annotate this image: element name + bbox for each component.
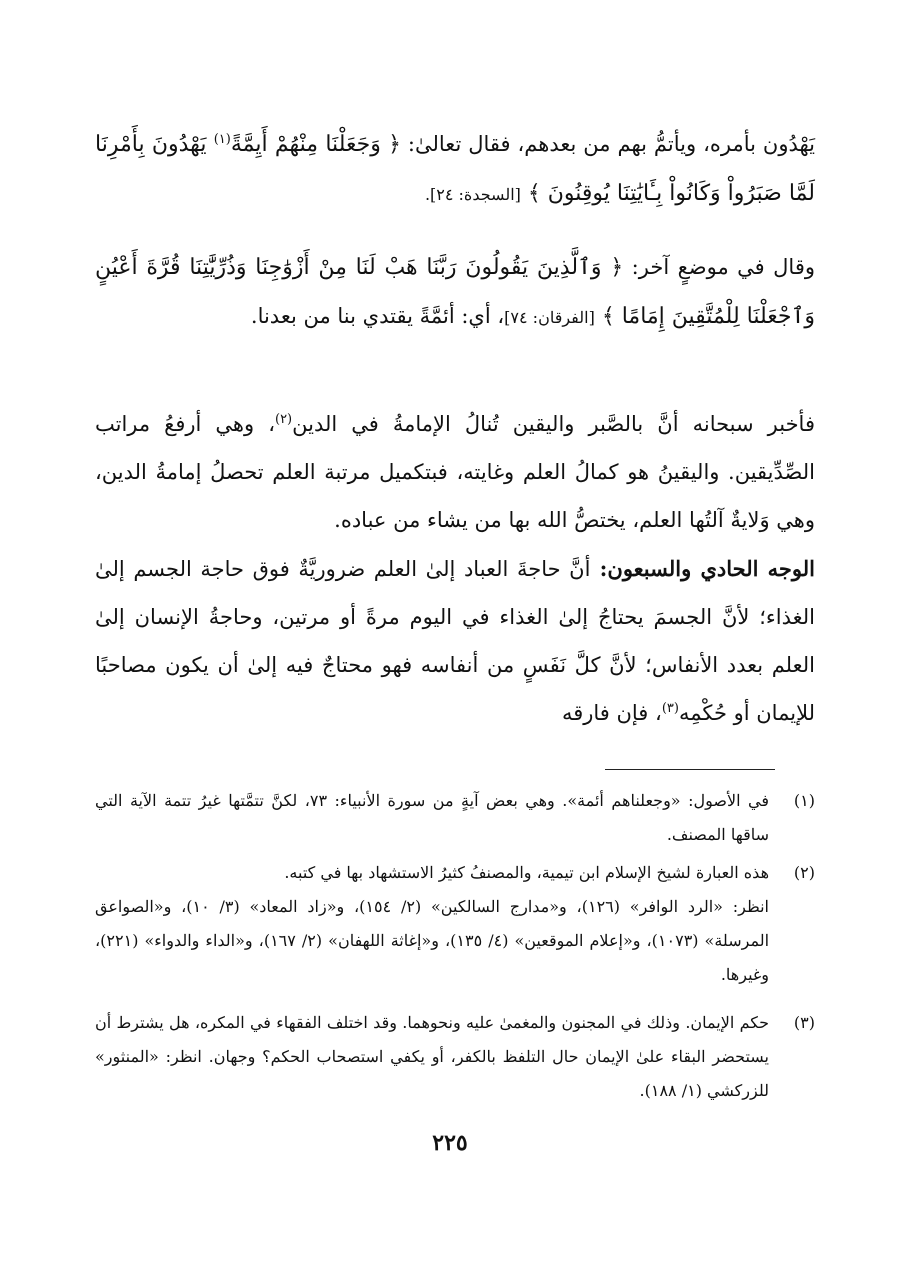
paragraph-1-intro: يَهْدُون بأمره، ويأتمُّ بهم من بعدهم، فقال تعالىٰ: — [400, 132, 816, 156]
footnote-1-marker: (١) — [793, 791, 815, 810]
citation-sajdah: [السجدة: ٢٤]. — [424, 185, 521, 204]
paragraph-1-text — [95, 120, 815, 219]
paragraph-4 — [95, 545, 815, 737]
footnote-3-text: حكم الإيمان. وذلك في المجنون والمغمىٰ عليه ونحوهما. وقد اختلف الفقهاء في المكره، هل يشترط أن يستحضر البقاء علىٰ الإيمان حال التلفظ بالكفر، أو يكفي استصحاب الحكم؟ وجهان. انظر: «المنثور» للزركشي (١/ ١٨٨). — [95, 1013, 769, 1100]
paragraph-2-rest: ، أي: أئمَّةً يقتدي بنا من بعدنا. — [250, 304, 505, 328]
citation-furqan: [الفرقان: ٧٤] — [504, 308, 595, 327]
footnote-1-text: في الأصول: «وجعلناهم أئمة». وهي بعض آيةٍ من سورة الأنبياء: ٧٣، لكنَّ تتمَّتها غيرُ تتمة الآية التي ساقها المصنف. — [95, 791, 769, 844]
footnote-2-text: هذه العبارة لشيخ الإسلام ابن تيمية، والمصنفُ كثيرُ الاستشهاد بها في كتبه. — [284, 863, 769, 882]
footnote-2-marker: (٢) — [793, 863, 815, 882]
paragraph-2-text — [95, 243, 815, 342]
paragraph-4-text — [95, 545, 815, 737]
paragraph-4-rest: ، فإن فارقه — [561, 701, 662, 725]
footnote-3 — [95, 1006, 815, 1108]
footnote-ref-1: (١) — [213, 132, 231, 147]
paragraph-2-intro: وقال في موضعٍ آخر: — [623, 255, 815, 279]
paragraph-3 — [95, 400, 815, 544]
paragraph-1 — [95, 120, 815, 219]
footnote-2 — [95, 856, 815, 992]
footnote-ref-3: (٣) — [661, 701, 679, 716]
quran-verse-furqan: ﴿ وَٱلَّذِينَ يَقُولُونَ رَبَّنَا هَبْ لَنَا مِنْ أَزْوَٰجِنَا وَذُرِّيَّٰتِنَا قُرَّةَ أَعْيُنٍ وَٱجْعَلْنَا لِلْمُتَّقِينَ إِمَامًا ﴾ — [95, 255, 815, 329]
paragraph-3-intro: فأخبر سبحانه أنَّ بالصَّبر واليقين تُنالُ الإمامةُ في الدين — [292, 412, 815, 436]
paragraph-3-text — [95, 400, 815, 544]
footnote-3-marker: (٣) — [793, 1013, 815, 1032]
footnote-ref-2: (٢) — [274, 412, 293, 427]
paragraph-3-rest: ، وهي أرفعُ مراتب الصِّدِّيقين. واليقينُ هو كمالُ العلم وغايته، فبتكميل مرتبة العلم تحصلُ إمامةُ الدين، وهي وَلايةٌ آلتُها العلم، يختصُّ الله بها من يشاء من عباده. — [95, 412, 815, 532]
page-number: ٢٢٥ — [432, 1130, 468, 1156]
section-heading-71: الوجه الحادي والسبعون: — [590, 556, 815, 581]
quran-verse-sajdah-part1: ﴿ وَجَعَلْنَا مِنْهُمْ أَيِمَّةً — [230, 132, 401, 157]
paragraph-2 — [95, 243, 815, 342]
footnote-separator — [605, 769, 775, 770]
footnote-1 — [95, 784, 815, 852]
footnote-2-references: انظر: «الرد الوافر» (١٢٦)، و«مدارج السالكين» (٢/ ١٥٤)، و«زاد المعاد» (٣/ ١٠)، و«الصواعق المرسلة» (١٠٧٣)، و«إعلام الموقعين» (٤/ ١٣٥)، و«إغاثة اللهفان» (٢/ ١٦٧)، و«الداء والدواء» (٢٢١)، وغيرها. — [95, 897, 770, 984]
quran-verse-sajdah-part2: يَهْدُونَ بِأَمْرِنَا لَمَّا صَبَرُواْ وَكَانُواْ بِـَٔايَٰتِنَا يُوقِنُونَ ﴾ — [95, 132, 815, 206]
paragraph-4-body: أنَّ حاجةَ العباد إلىٰ العلم ضروريَّةٌ فوق حاجة الجسم إلىٰ الغذاء؛ لأنَّ الجسمَ يحتاجُ إلىٰ الغذاء في اليوم مرةً أو مرتين، وحاجةُ الإنسان إلىٰ العلم بعدد الأنفاس؛ لأنَّ كلَّ نَفَسٍ من أنفاسه فهو محتاجٌ فيه إلىٰ أن يكون مصاحبًا للإيمان أو حُكْمِه — [95, 557, 815, 725]
